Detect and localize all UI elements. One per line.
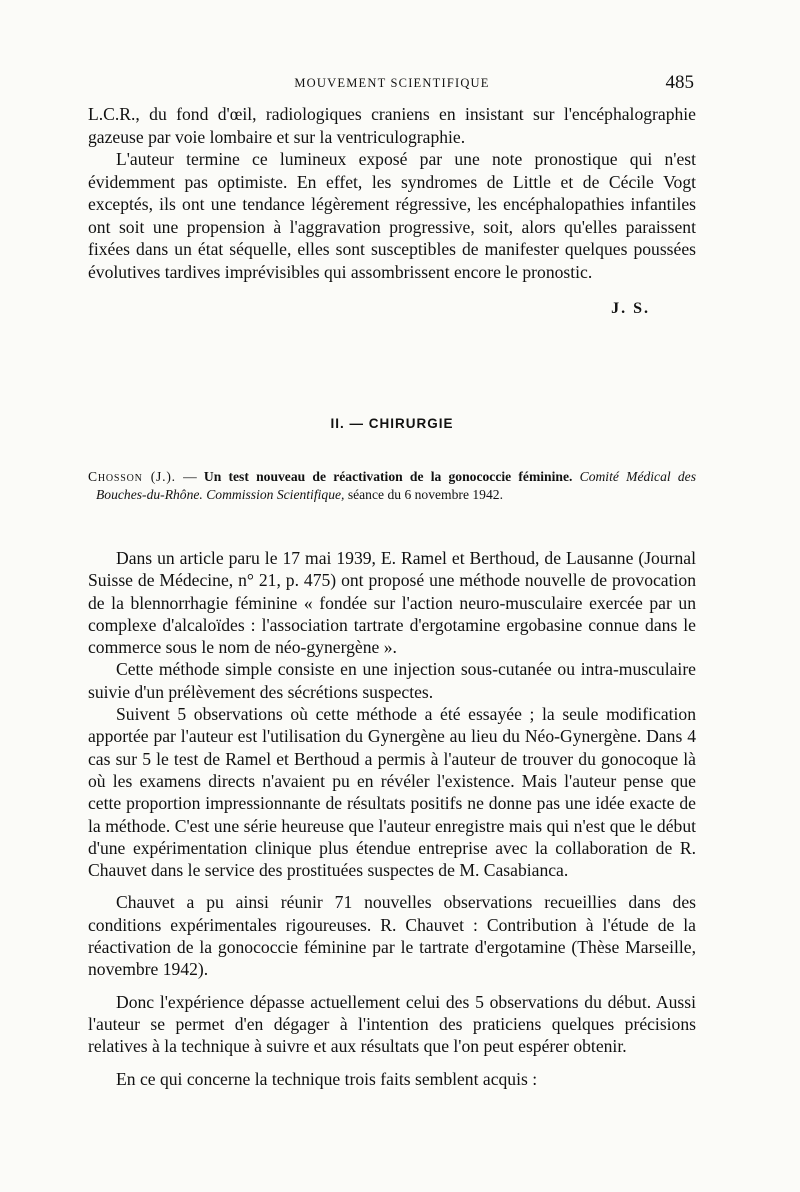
page-number: 485 (665, 72, 694, 93)
page (88, 0, 696, 1192)
paragraph: En ce qui concerne la technique trois faits semblent acquis : (116, 1068, 538, 1089)
section-heading: II. — CHIRURGIE (330, 416, 454, 431)
paragraph: L.C.R., du fond d'œil, radiologiques craniens en insistant sur l'encéphalographie gazeuse par voie lombaire et sur la ventriculographie. (88, 104, 696, 147)
review-article-title: Un test nouveau de réactivation de la gonococcie féminine. (203, 469, 573, 484)
review-session: séance du 6 novembre 1942. (347, 487, 503, 503)
previous-review-text (88, 103, 696, 283)
paragraph: Chauvet a pu ainsi réunir 71 nouvelles observations recueillies dans des conditions expérimentales rigoureuses. R. Chauvet : Contribution à l'étude de la réactivation de la gonococcie féminine par le tartrate d'ergotamine (Thèse Marseille, novembre 1942). (88, 892, 696, 980)
paragraph: Donc l'expérience dépasse actuellement celui des 5 observations du début. Aussi l'auteur se permet d'en dégager à l'intention des praticiens quelques précisions relatives à la technique à suivre et aux résultats que l'on peut espérer obtenir. (88, 991, 696, 1057)
review-citation (88, 468, 696, 504)
review-body (88, 547, 696, 1090)
review-author: Chosson (J.). (88, 469, 176, 484)
paragraph: Cette méthode simple consiste en une injection sous-cutanée ou intra-musculaire suivie d'un prélèvement des sécrétions suspectes. (88, 659, 696, 702)
review-signature: J. S. (611, 300, 650, 317)
paragraph: Dans un article paru le 17 mai 1939, E. Ramel et Berthoud, de Lausanne (Journal Suisse de Médecine, n° 21, p. 475) ont proposé une méthode nouvelle de provocation de la blennorrhagie féminine « fondée sur l'action neuro-musculaire exercée par un complexe d'alcaloïdes : l'association tartrate d'ergotamine ergobasine connue dans le commerce sous le nom de néo-gynergène ». (88, 548, 696, 658)
running-header (88, 72, 696, 94)
paragraph: L'auteur termine ce lumineux exposé par une note pronostique qui n'est évidemment pas optimiste. En effet, les syndromes de Little et de Cécile Vogt exceptés, ils ont une tendance légèrement régressive, les encéphalopathies infantiles ont soit une propension à l'aggravation progressive, soit, alors qu'elles paraissent fixées dans un état séquelle, elles sont susceptibles de manifester quelques poussées évolutives tardives imprévisibles qui assombrissent encore le pronostic. (88, 149, 696, 282)
running-title: MOUVEMENT SCIENTIFIQUE (294, 76, 490, 90)
citation-dash: — (175, 469, 204, 484)
paragraph: Suivent 5 observations où cette méthode a été essayée ; la seule modification apportée par l'auteur est l'utilisation du Gynergène au lieu du Néo-Gynergène. Dans 4 cas sur 5 le test de Ramel et Berthoud a permis à l'auteur de trouver du gonocoque là où les examens directs n'avaient pu en révéler l'existence. Mais l'auteur pense que cette proportion impressionnante de résultats positifs ne donne pas une idée exacte de la méthode. C'est une série heureuse que l'auteur enregistre mais qui n'est que le début d'une expérimentation clinique plus étendue entreprise avec la collaboration de R. Chauvet dans le service des prostituées suspectes de M. Casabianca. (88, 704, 696, 881)
review-source: Comité Médical des Bouches-du-Rhône. Commission Scientifique, (96, 469, 696, 503)
